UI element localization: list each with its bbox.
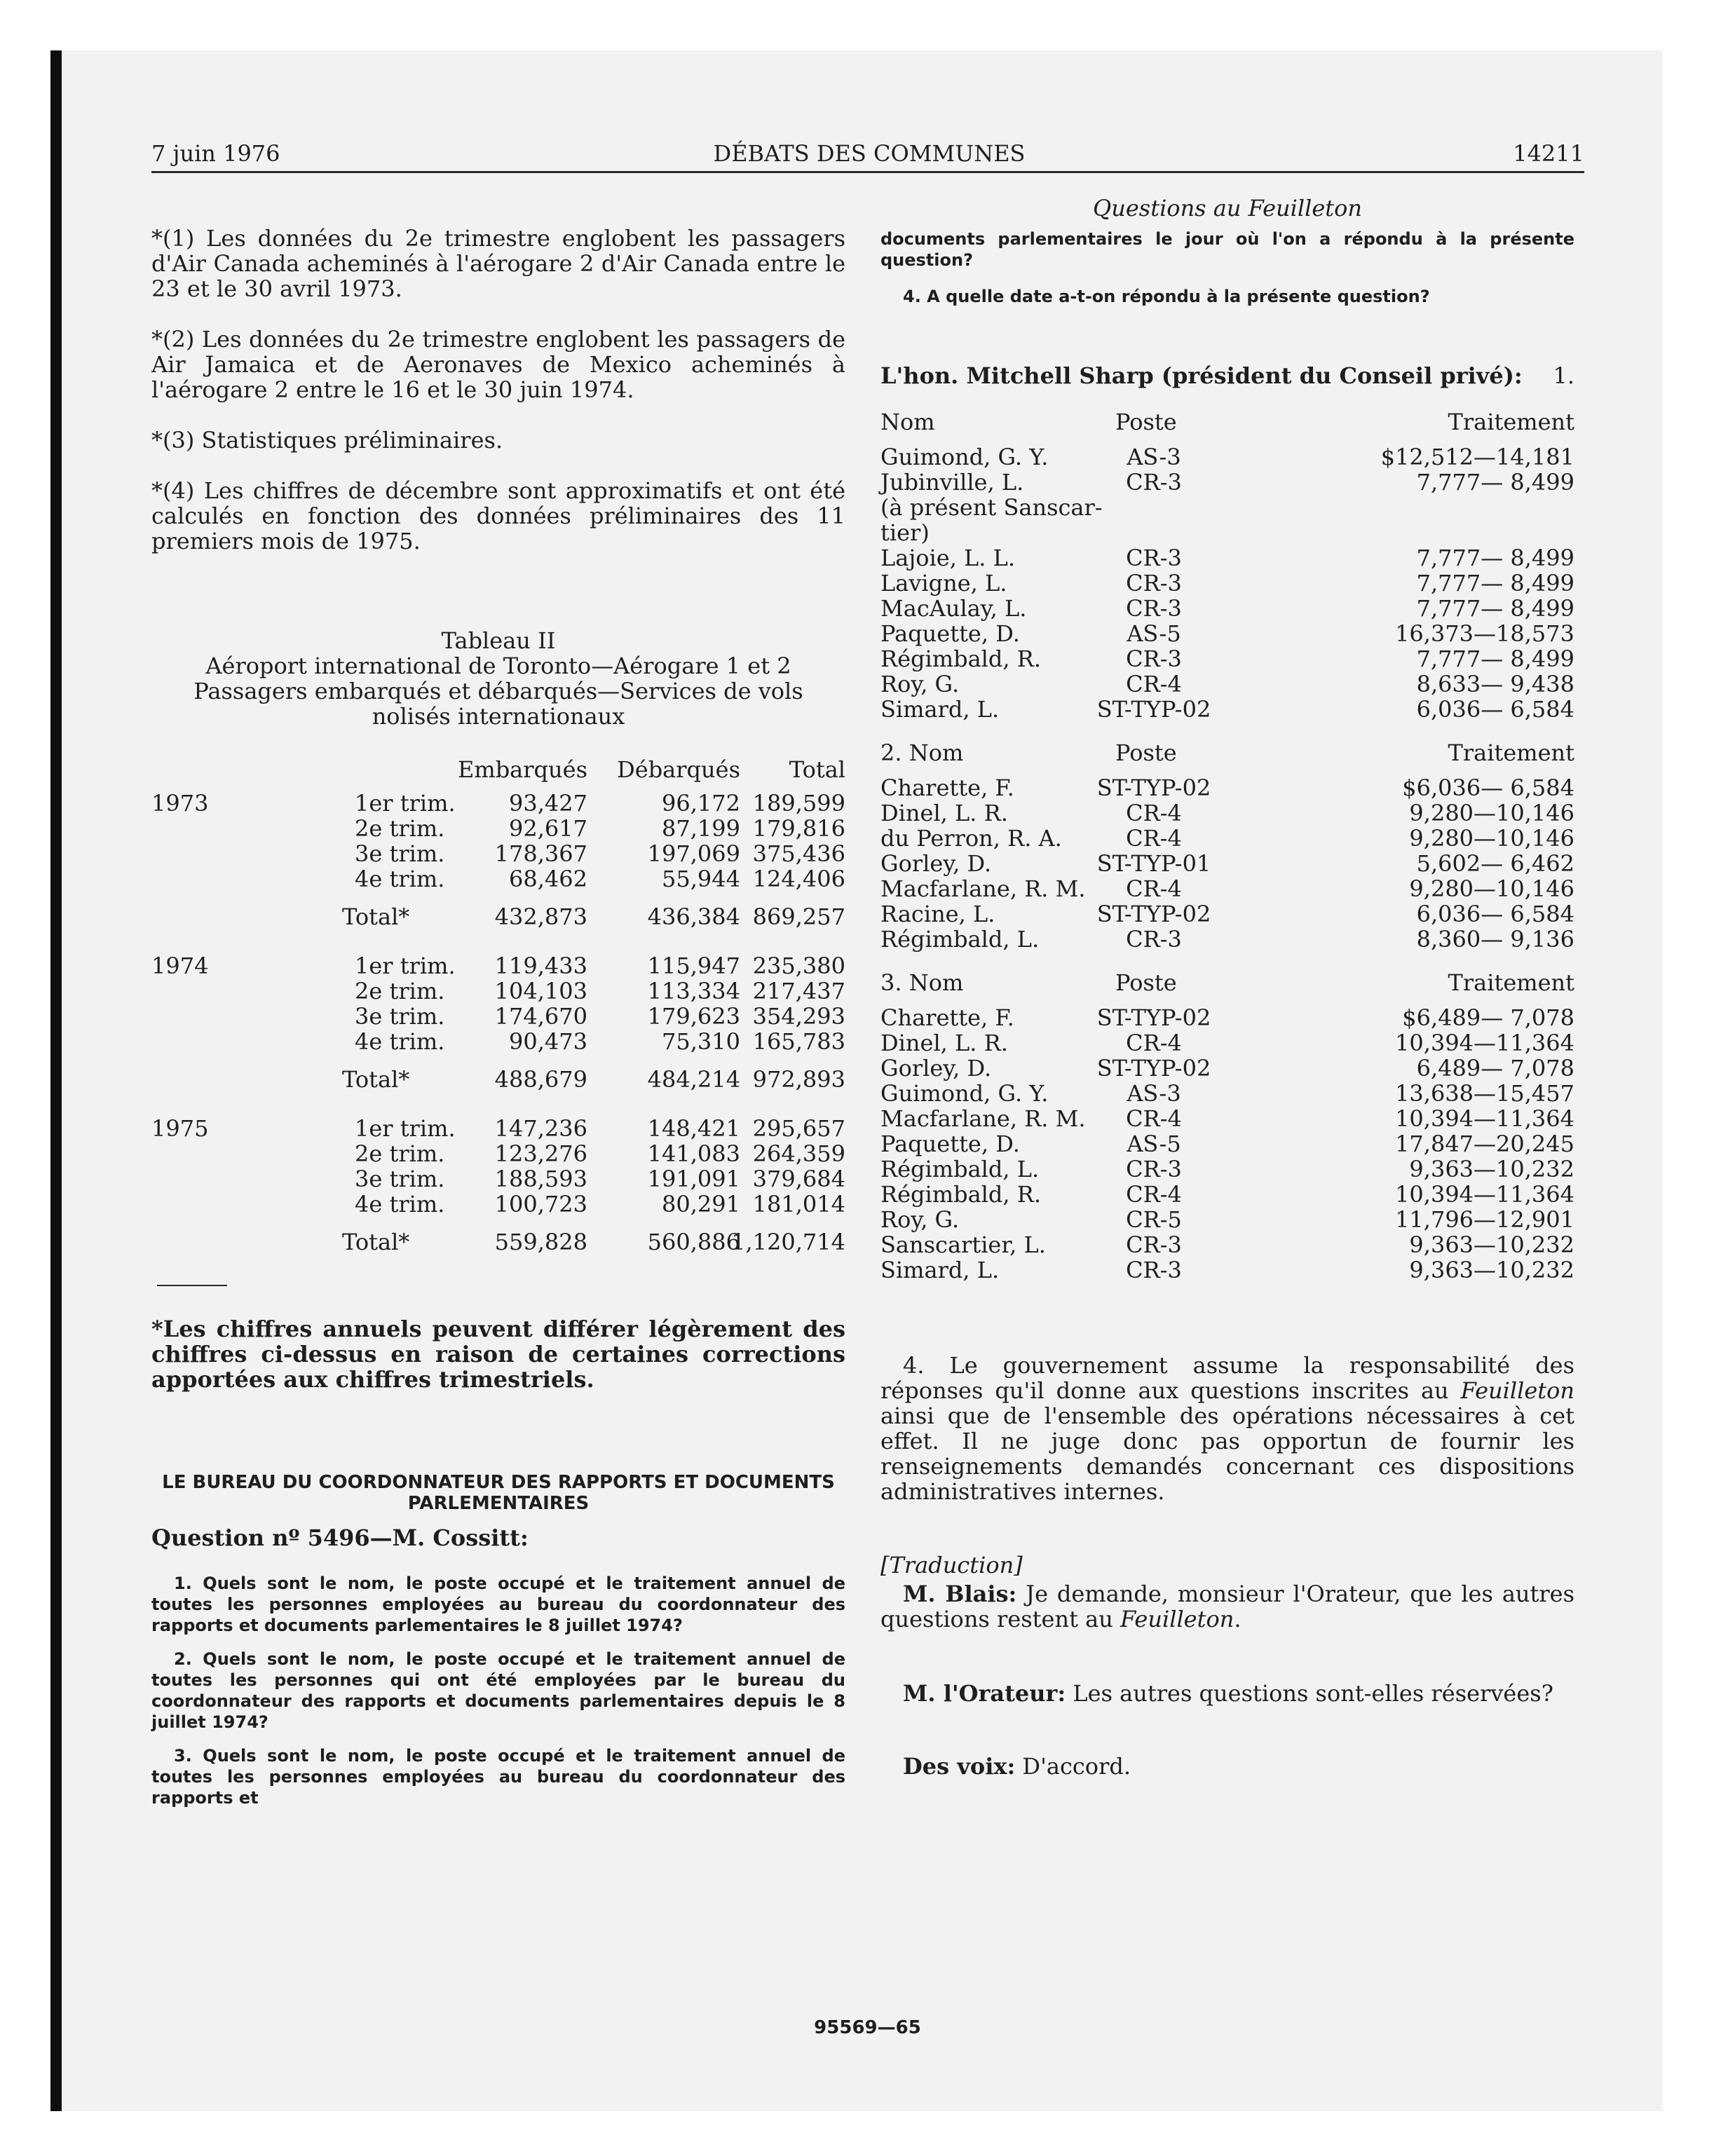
staff-row: [880, 1182, 1574, 1207]
grand-total: 972,893: [752, 1066, 845, 1093]
year-label: 1975: [151, 1115, 209, 1142]
staff-position: AS-3: [1127, 1080, 1181, 1107]
staff-name: Racine, L.: [880, 901, 995, 927]
column-header: Débarqués: [617, 756, 740, 783]
staff-row: [880, 927, 1574, 952]
column-header: Embarqués: [457, 756, 587, 783]
embarques-value: 119,433: [494, 953, 587, 979]
embarques-value: 188,593: [494, 1166, 587, 1192]
quarter-label: 4e trim.: [355, 1191, 445, 1217]
staff-row: [880, 646, 1574, 671]
question-3: 3. Quels sont le nom, le poste occupé et le traitement annuel de toutes les personnes employées au bureau du coordonnateur des rapports et: [151, 1746, 845, 1808]
speaker-voix: Des voix:: [903, 1753, 1016, 1780]
table-row: [151, 1141, 845, 1166]
table-row: [151, 816, 845, 841]
staff-salary: 6,036— 6,584: [1416, 696, 1574, 723]
column-header: 3. Nom: [880, 969, 964, 996]
staff-salary: 8,633— 9,438: [1416, 671, 1574, 697]
voix-intervention: Des voix: D'accord.: [903, 1753, 1131, 1780]
quarter-label: 2e trim.: [355, 978, 445, 1004]
annual-note: *Les chiffres annuels peuvent différer légèrement des chiffres ci-dessus en raison de certaines corrections apportées aux chiffres trimestriels.: [151, 1316, 845, 1393]
staff-position: CR-4: [1126, 1105, 1182, 1132]
table-total-row: [151, 1229, 845, 1255]
total-label: Total*: [342, 903, 410, 930]
debarques-value: 113,334: [647, 978, 740, 1004]
embarques-value: 68,462: [509, 866, 587, 892]
staff-position: ST-TYP-02: [1096, 1055, 1211, 1082]
quarter-label: 2e trim.: [355, 1140, 445, 1167]
staff-position: CR-4: [1126, 671, 1182, 697]
speaker-sharp: L'hon. Mitchell Sharp (président du Conseil privé):: [880, 362, 1523, 389]
total-value: 375,436: [752, 840, 845, 867]
staff-position: CR-4: [1126, 800, 1182, 826]
staff-name: Gorley, D.: [880, 1055, 992, 1082]
staff-position: AS-5: [1127, 620, 1181, 647]
table-row: [151, 978, 845, 1004]
table-total-row: [151, 904, 845, 929]
blais-intervention: M. Blais: Je demande, monsieur l'Orateur, que les autres questions restent au Feuilleton.: [880, 1581, 1575, 1632]
answer-4: 4. Le gouvernement assume la responsabilité des réponses qu'il donne aux questions inscrites au Feuilleton ainsi que de l'ensemble des opérations nécessaires à cet effet. Il ne juge donc pas opportun de fournir les renseignements demandés concernant ces dispositions administratives internes.: [880, 1352, 1574, 1505]
spacer: [880, 722, 1574, 740]
staff-salary: $12,512—14,181: [1380, 444, 1574, 470]
column-header: Poste: [1115, 969, 1177, 996]
header-rule: [151, 171, 1584, 173]
total-label: Total*: [342, 1066, 410, 1093]
staff-name: Macfarlane, R. M.: [880, 1105, 1086, 1132]
staff-row: [880, 444, 1574, 470]
quarter-label: 4e trim.: [355, 866, 445, 892]
embarques-value: 174,670: [494, 1003, 587, 1030]
table-row: [151, 953, 845, 978]
table-row: [151, 1029, 845, 1054]
staff-salary: 13,638—15,457: [1395, 1080, 1574, 1107]
scan-edge: [50, 50, 62, 2111]
total-value: 181,014: [752, 1191, 845, 1217]
staff-salary: 17,847—20,245: [1395, 1131, 1574, 1157]
staff-position: ST-TYP-02: [1096, 696, 1211, 723]
staff-row: [880, 520, 1574, 545]
staff-salary: 7,777— 8,499: [1416, 545, 1574, 571]
column-header: Poste: [1115, 409, 1177, 435]
staff-row: [880, 1207, 1574, 1232]
debarques-value: 191,091: [647, 1166, 740, 1192]
total-value: 217,437: [752, 978, 845, 1004]
staff-salary: 7,777— 8,499: [1416, 570, 1574, 596]
staff-name: Guimond, G. Y.: [880, 1080, 1049, 1107]
embarques-value: 123,276: [494, 1140, 587, 1167]
staff-salary: $6,036— 6,584: [1402, 775, 1574, 801]
question-heading: Question nº 5496—M. Cossitt:: [151, 1524, 529, 1551]
answer-intro: L'hon. Mitchell Sharp (président du Conseil privé): 1.: [880, 362, 1574, 389]
staff-position: ST-TYP-02: [1096, 775, 1211, 801]
total-label: Total*: [342, 1229, 410, 1255]
embarques-value: 92,617: [509, 815, 587, 842]
staff-salary: 9,280—10,146: [1409, 825, 1574, 852]
staff-position: AS-3: [1127, 444, 1181, 470]
column-header: Poste: [1115, 739, 1177, 766]
debarques-value: 55,944: [662, 866, 740, 892]
debarques-value: 148,421: [647, 1115, 740, 1142]
embarques-value: 178,367: [494, 840, 587, 867]
passenger-table: [151, 757, 845, 1255]
table-row: [151, 1116, 845, 1141]
staff-row: [880, 621, 1574, 646]
quarter-label: 2e trim.: [355, 815, 445, 842]
staff-position: CR-4: [1126, 825, 1182, 852]
staff-position: ST-TYP-02: [1096, 901, 1211, 927]
staff-name: MacAulay, L.: [880, 595, 1027, 622]
staff-position: ST-TYP-02: [1096, 1004, 1211, 1031]
staff-row: [880, 1056, 1574, 1081]
header-title: DÉBATS DES COMMUNES: [713, 140, 1026, 167]
staff-row: [880, 1030, 1574, 1056]
spacer: [151, 1054, 845, 1067]
embarques-total: 488,679: [494, 1066, 587, 1093]
table-row: [151, 1004, 845, 1029]
staff-name: Gorley, D.: [880, 850, 992, 877]
staff-position: CR-3: [1126, 1257, 1182, 1283]
staff-name: Macfarlane, R. M.: [880, 875, 1086, 902]
staff-position: AS-5: [1127, 1131, 1181, 1157]
debarques-value: 87,199: [662, 815, 740, 842]
staff-salary: 9,363—10,232: [1409, 1257, 1574, 1283]
debarques-value: 80,291: [662, 1191, 740, 1217]
staff-salary: 10,394—11,364: [1395, 1105, 1574, 1132]
quarter-label: 3e trim.: [355, 1166, 445, 1192]
table-row: [151, 1166, 845, 1192]
staff-header-row: [880, 970, 1574, 1005]
speaker-blais: M. Blais:: [903, 1581, 1017, 1607]
staff-salary: 9,363—10,232: [1409, 1156, 1574, 1182]
staff-row: [880, 1106, 1574, 1131]
left-column: [151, 226, 845, 554]
table-row: [151, 791, 845, 816]
spacer: [880, 952, 1574, 970]
staff-row: [880, 470, 1574, 495]
staff-name: du Perron, R. A.: [880, 825, 1062, 852]
staff-lists: [880, 409, 1574, 1283]
debarques-value: 197,069: [647, 840, 740, 867]
running-head: Questions au Feuilleton: [1093, 195, 1362, 221]
staff-position: CR-3: [1126, 545, 1182, 571]
year-label: 1973: [151, 790, 209, 817]
staff-salary: 9,363—10,232: [1409, 1231, 1574, 1258]
embarques-value: 100,723: [494, 1191, 587, 1217]
continued-question: documents parlementaires le jour où l'on a répondu à la présente question? 4. A quelle date a-t-on répondu à la présente question?: [880, 229, 1574, 306]
staff-salary: 9,280—10,146: [1409, 875, 1574, 902]
staff-row: [880, 571, 1574, 596]
debarques-value: 141,083: [647, 1140, 740, 1167]
embarques-total: 432,873: [494, 903, 587, 930]
staff-position: CR-3: [1126, 570, 1182, 596]
debarques-value: 179,623: [647, 1003, 740, 1030]
staff-row: [880, 800, 1574, 826]
staff-name: Jubinville, L.: [880, 469, 1024, 496]
staff-row: [880, 851, 1574, 876]
speaker-orateur: M. l'Orateur:: [903, 1680, 1066, 1707]
quarter-label: 1er trim.: [355, 790, 456, 817]
footnote-mark: *(1): [151, 225, 195, 252]
staff-row: [880, 495, 1574, 520]
total-value: 189,599: [752, 790, 845, 817]
debarques-total: 436,384: [647, 903, 740, 930]
staff-salary: 9,280—10,146: [1409, 800, 1574, 826]
staff-name: Paquette, D.: [880, 620, 1020, 647]
embarques-value: 90,473: [509, 1028, 587, 1055]
column-header: Total: [789, 756, 845, 783]
table-title: Tableau II Aéroport international de Toronto—Aérogare 1 et 2 Passagers embarqués et débarqués—Services de vols nolisés internationaux: [193, 627, 803, 730]
spacer: [151, 929, 845, 953]
staff-row: [880, 671, 1574, 697]
column-header: Traitement: [1448, 739, 1574, 766]
traduction-label: [Traduction]: [880, 1552, 1023, 1578]
staff-name: Régimbald, L.: [880, 1156, 1040, 1182]
quarter-label: 1er trim.: [355, 1115, 456, 1142]
footnote-1: *(1) Les données du 2e trimestre englobent les passagers d'Air Canada acheminés à l'aérogare 2 d'Air Canada entre le 23 et le 30 avril 1973.: [151, 225, 846, 302]
staff-name: Sanscartier, L.: [880, 1231, 1046, 1258]
spacer: [151, 1217, 845, 1229]
staff-position: CR-3: [1126, 595, 1182, 622]
staff-name: Régimbald, L.: [880, 926, 1040, 953]
staff-position: CR-3: [1126, 1231, 1182, 1258]
staff-row: [880, 775, 1574, 800]
total-value: 295,657: [752, 1115, 845, 1142]
header-page-number: 14211: [1513, 140, 1584, 167]
staff-name: Régimbald, R.: [880, 646, 1041, 672]
staff-position: CR-4: [1126, 875, 1182, 902]
orateur-intervention: M. l'Orateur: Les autres questions sont-elles réservées?: [903, 1680, 1553, 1707]
staff-salary: 7,777— 8,499: [1416, 646, 1574, 672]
staff-row: [880, 826, 1574, 851]
table-header-row: [151, 757, 845, 791]
footnote-mark: *(2): [151, 326, 195, 353]
staff-name: (à présent Sanscar-: [880, 494, 1103, 521]
spacer: [151, 892, 845, 904]
grand-total: 869,257: [752, 903, 845, 930]
section-title: LE BUREAU DU COORDONNATEUR DES RAPPORTS ET DOCUMENTS PARLEMENTAIRES: [162, 1472, 835, 1514]
staff-salary: 6,489— 7,078: [1416, 1055, 1574, 1082]
staff-name: Roy, G.: [880, 1206, 960, 1233]
staff-position: CR-4: [1126, 1181, 1182, 1208]
staff-name: Roy, G.: [880, 671, 960, 697]
staff-row: [880, 697, 1574, 722]
column-header: Traitement: [1448, 409, 1574, 435]
staff-name: Paquette, D.: [880, 1131, 1020, 1157]
staff-salary: 16,373—18,573: [1395, 620, 1574, 647]
staff-salary: 7,777— 8,499: [1416, 469, 1574, 496]
staff-position: CR-3: [1126, 926, 1182, 953]
grand-total: 1,120,714: [731, 1229, 845, 1255]
staff-name: Dinel, L. R.: [880, 1030, 1008, 1056]
table-row: [151, 841, 845, 866]
staff-name: Régimbald, R.: [880, 1181, 1041, 1208]
staff-salary: 10,394—11,364: [1395, 1181, 1574, 1208]
staff-name: Simard, L.: [880, 696, 1000, 723]
total-value: 235,380: [752, 953, 845, 979]
question-list: [151, 1573, 845, 1808]
staff-position: ST-TYP-01: [1096, 850, 1211, 877]
staff-row: [880, 1232, 1574, 1257]
staff-row: [880, 1081, 1574, 1106]
staff-row: [880, 1131, 1574, 1157]
column-header: Traitement: [1448, 969, 1574, 996]
staff-salary: 6,036— 6,584: [1416, 901, 1574, 927]
staff-name: Charette, F.: [880, 775, 1014, 801]
staff-row: [880, 876, 1574, 901]
debarques-total: 560,886: [647, 1229, 740, 1255]
debarques-value: 96,172: [662, 790, 740, 817]
total-value: 124,406: [752, 866, 845, 892]
footnote-4: *(4) Les chiffres de décembre sont approximatifs et ont été calculés en fonction des données préliminaires des 11 premiers mois de 1975.: [151, 477, 846, 554]
table-row: [151, 1192, 845, 1217]
column-header: Nom: [880, 409, 935, 435]
footnote-3: *(3) Statistiques préliminaires.: [151, 427, 503, 453]
year-label: 1974: [151, 953, 209, 979]
table-row: [151, 866, 845, 892]
staff-row: [880, 596, 1574, 621]
staff-salary: 8,360— 9,136: [1416, 926, 1574, 953]
quarter-label: 3e trim.: [355, 840, 445, 867]
question-1: 1. Quels sont le nom, le poste occupé et le traitement annuel de toutes les personnes employées au bureau du coordonnateur des rapports et documents parlementaires le 8 juillet 1974?: [151, 1574, 845, 1635]
staff-row: [880, 1157, 1574, 1182]
embarques-value: 93,427: [509, 790, 587, 817]
staff-name: Lavigne, L.: [880, 570, 1007, 596]
staff-salary: 7,777— 8,499: [1416, 595, 1574, 622]
staff-position: CR-5: [1126, 1206, 1182, 1233]
staff-name: Guimond, G. Y.: [880, 444, 1049, 470]
staff-name: Dinel, L. R.: [880, 800, 1008, 826]
debarques-value: 115,947: [647, 953, 740, 979]
staff-row: [880, 1257, 1574, 1283]
embarques-value: 104,103: [494, 978, 587, 1004]
quarter-label: 4e trim.: [355, 1028, 445, 1055]
embarques-total: 559,828: [494, 1229, 587, 1255]
staff-salary: 11,796—12,901: [1395, 1206, 1574, 1233]
staff-position: CR-3: [1126, 646, 1182, 672]
footnote-mark: *(3): [151, 427, 195, 453]
staff-header-row: [880, 409, 1574, 444]
debarques-total: 484,214: [647, 1066, 740, 1093]
embarques-value: 147,236: [494, 1115, 587, 1142]
spacer: [151, 1092, 845, 1116]
table-total-row: [151, 1067, 845, 1092]
total-value: 179,816: [752, 815, 845, 842]
staff-salary: 10,394—11,364: [1395, 1030, 1574, 1056]
staff-name: Simard, L.: [880, 1257, 1000, 1283]
column-header: 2. Nom: [880, 739, 964, 766]
total-value: 354,293: [752, 1003, 845, 1030]
staff-name: Lajoie, L. L.: [880, 545, 1016, 571]
staff-name: tier): [880, 519, 930, 546]
footnote-rule: [157, 1285, 227, 1286]
staff-salary: 5,602— 6,462: [1416, 850, 1574, 877]
staff-position: CR-4: [1126, 1030, 1182, 1056]
staff-header-row: [880, 740, 1574, 775]
debarques-value: 75,310: [662, 1028, 740, 1055]
header-date: 7 juin 1976: [151, 140, 280, 167]
footer-code: 95569—65: [814, 2017, 921, 2038]
staff-row: [880, 1005, 1574, 1030]
quarter-label: 3e trim.: [355, 1003, 445, 1030]
footnote-mark: *(4): [151, 477, 195, 504]
quarter-label: 1er trim.: [355, 953, 456, 979]
staff-row: [880, 901, 1574, 927]
total-value: 165,783: [752, 1028, 845, 1055]
total-value: 379,684: [752, 1166, 845, 1192]
staff-row: [880, 545, 1574, 571]
question-2: 2. Quels sont le nom, le poste occupé et le traitement annuel de toutes les personnes qui ont été employées par le bureau du coordonnateur des rapports et documents parlementaires depuis le 8 juillet 1974?: [151, 1649, 845, 1732]
staff-position: CR-3: [1126, 469, 1182, 496]
footnote-2: *(2) Les données du 2e trimestre englobent les passagers de Air Jamaica et de Aeronaves de Mexico acheminés à l'aérogare 2 entre le 16 et le 30 juin 1974.: [151, 326, 846, 403]
staff-salary: $6,489— 7,078: [1402, 1004, 1574, 1031]
staff-position: CR-3: [1126, 1156, 1182, 1182]
staff-name: Charette, F.: [880, 1004, 1014, 1031]
total-value: 264,359: [752, 1140, 845, 1167]
